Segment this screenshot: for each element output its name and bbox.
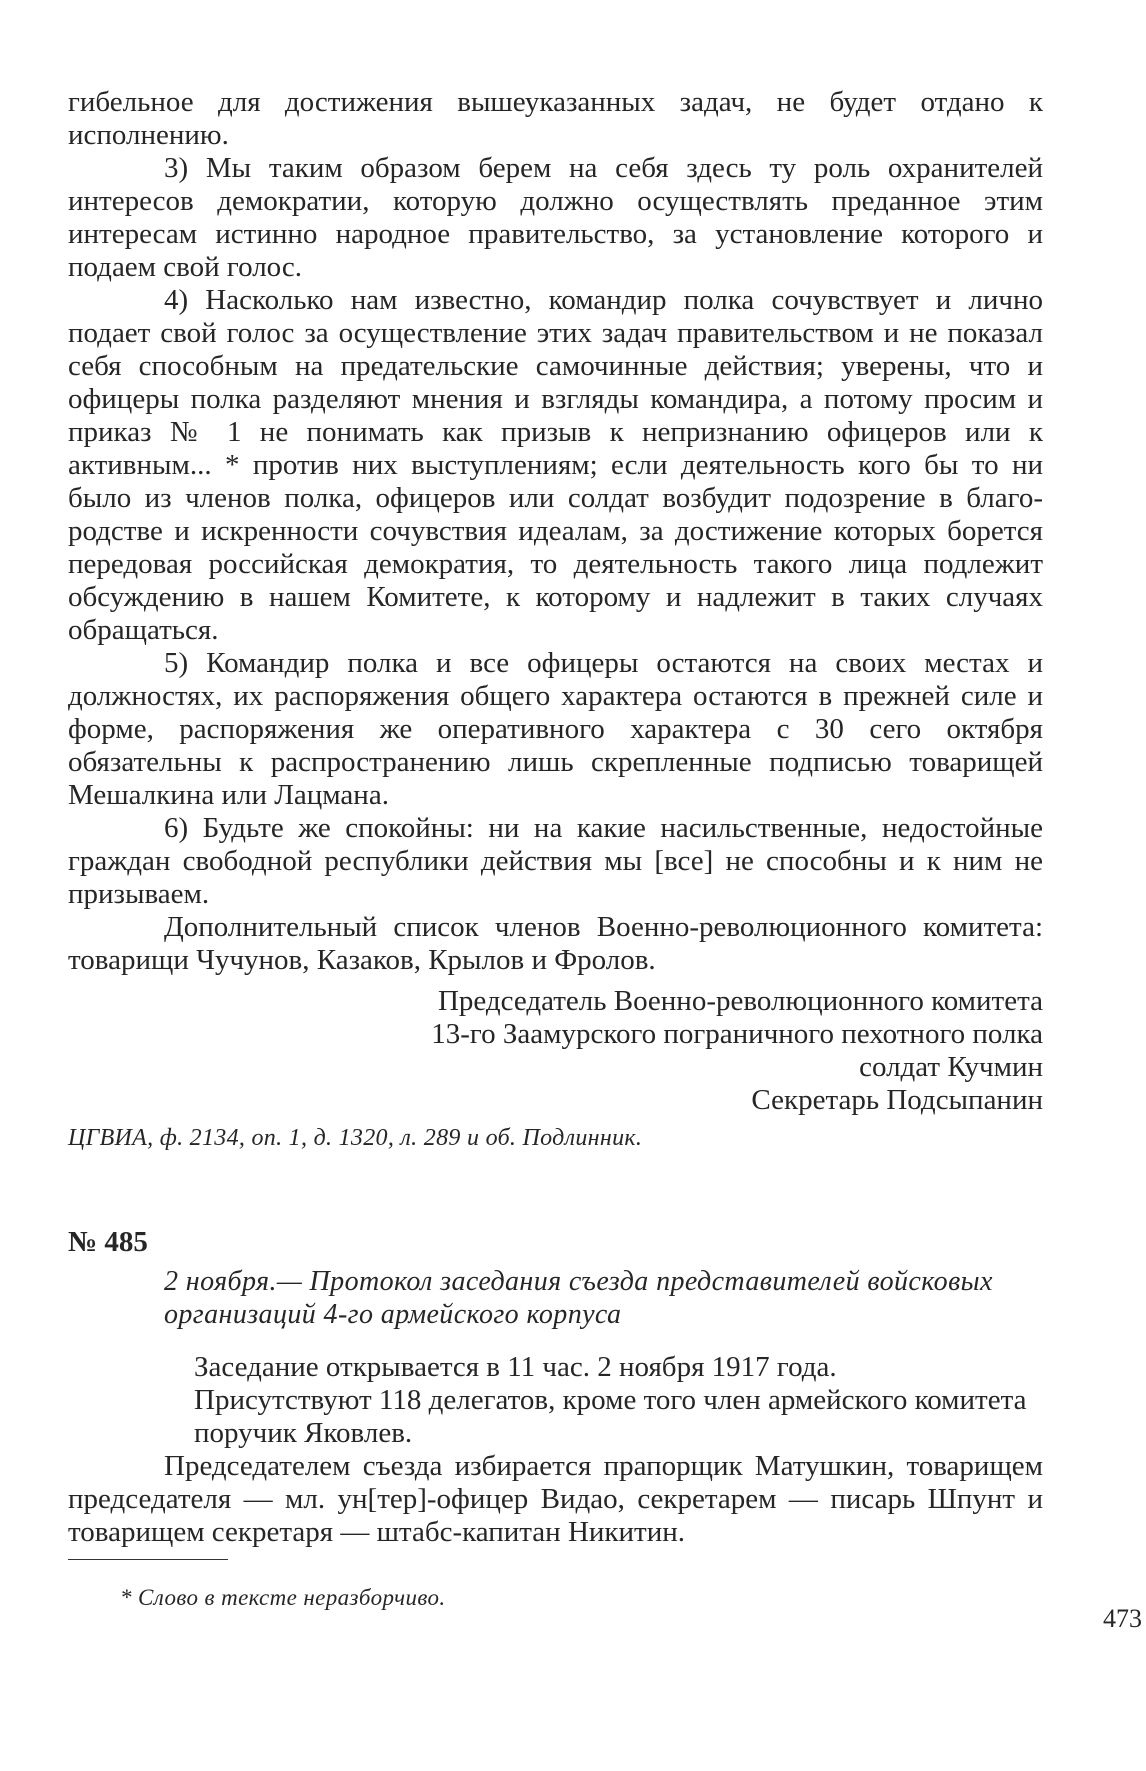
footnote-divider	[68, 1559, 228, 1560]
paragraph-point-5: 5) Командир полка и все офицеры остаются на своих местах и должностях, их распоряжения общего характера остаются в прежней силе и форме, распоряжения же оперативного характера с 30 сего октября обязательны к распространению лишь скрепленные подписью товарищей Мешалкина или Лацмана.	[68, 647, 1043, 811]
signature-secretary: Секретарь Подсыпанин	[751, 1084, 1043, 1116]
archive-source-reference: ЦГВИА, ф. 2134, оп. 1, д. 1320, л. 289 и об. Подлинник.	[68, 1125, 643, 1151]
signature-chairman-title: Председатель Военно-революционного комитета	[437, 985, 1043, 1017]
page-number: 473	[1103, 1604, 1142, 1633]
signature-regiment: 13-го Заамурского пограничного пехотного полка	[431, 1018, 1043, 1050]
signature-chairman-name: солдат Кучмин	[859, 1051, 1043, 1083]
paragraph-point-4: 4) Насколько нам известно, командир полка сочувствует и лично подает свой голос за осуществление этих задач правительством и не показал себя способным на предательские самочинные действия; уверены, что и офицеры полка разделяют мнения и взгляды командира, а потому просим и приказ № 1 не понимать как призыв к непризнанию офицеров или к активным... * против них выступлениям; если деятельность кого бы то ни было из членов полка, офицеров или солдат возбудит подозрение в благородстве и искренности сочувствия идеалам, за достижение которых борется передовая российская демократия, то деятельность такого лица подлежит обсуждению в нашем Комитете, к которому и надлежит в таких случаях обращаться.	[68, 284, 1043, 646]
session-opening-line: Заседание открывается в 11 час. 2 ноября 1917 года.	[194, 1351, 837, 1383]
paragraph-point-6: 6) Будьте же спокойны: ни на какие насильственные, недостойные граждан свободной республики действия мы [все] не способны и к ним не призываем.	[68, 812, 1043, 910]
session-attendance: Присутствуют 118 делегатов, кроме того член армейского комитета поручик Яковлев.	[194, 1384, 1027, 1449]
paragraph-continuation: гибельное для достижения вышеуказанных задач, не будет отдано к исполнению.	[68, 86, 1043, 151]
document-number: № 485	[68, 1226, 148, 1258]
session-opening	[194, 1351, 1043, 1450]
footnote: * Слово в тексте неразборчиво.	[120, 1585, 446, 1610]
paragraph-point-3: 3) Мы таким образом берем на себя здесь ту роль охранителей интересов демократии, которую должно осуществлять преданное этим интересам истинно народное правительство, за установление которого и подаем свой голос.	[68, 152, 1043, 283]
paragraph-chairman-election: Председателем съезда избирается прапорщик Матушкин, товарищем председателя — мл. ун[тер]-офицер Видао, секретарем — писарь Шпунт и товарищем секретаря — штабс-капитан Никитин.	[68, 1450, 1043, 1548]
paragraph-additional-members: Дополнительный список членов Военно-революционного комитета: товарищи Чучунов, Казаков, Крылов и Фролов.	[68, 911, 1043, 976]
document-title: 2 ноября.— Протокол заседания съезда представителей войсковых организаций 4-го армейского корпуса	[164, 1266, 993, 1330]
page	[68, 86, 1043, 1612]
